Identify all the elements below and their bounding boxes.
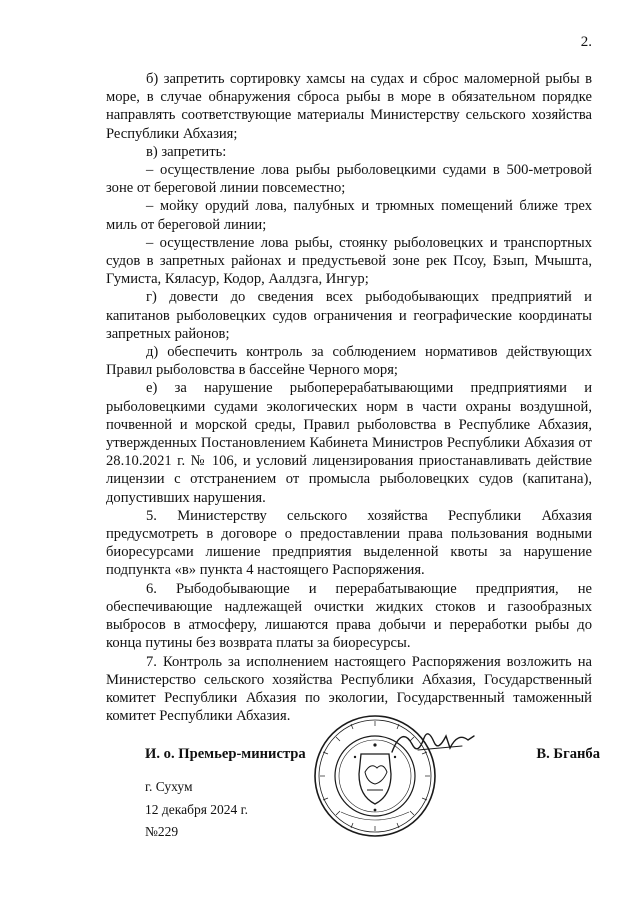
paragraph-4v: в) запретить: xyxy=(146,143,227,160)
document-number: №229 xyxy=(145,824,179,839)
document-date: 12 декабря 2024 г. xyxy=(145,802,249,817)
paragraph-4v-item-1: – осуществление лова рыбы рыболовецкими судами в 500-метровой зоне от береговой линии повсеместно; xyxy=(106,162,592,197)
paragraph-6: 6. Рыбодобывающие и перерабатывающие предприятия, не обеспечивающие надлежащей очистки жидких стоков и газообразных выбросов в атмосферу, лишаются права добычи и переработки рыбы до конца путины без возврата платы за биоресурсы. xyxy=(106,580,592,652)
paragraph-4v-item-3: – осуществление лова рыбы, стоянку рыболовецких и транспортных судов в запретных районах и предустьевой зоне рек Псоу, Бзып, Мчышта, Гумиста, Кяласур, Кодор, Аалдзга, Ингур; xyxy=(106,234,592,288)
paragraph-7: 7. Контроль за исполнением настоящего Распоряжения возложить на Министерство сельского хозяйства Республики Абхазия, Государственный комитет Республики Абхазия по экологии, Государственный таможенный комитет Республики Абхазия. xyxy=(106,653,592,725)
document-place: г. Сухум xyxy=(145,779,193,794)
paragraph-5: 5. Министерству сельского хозяйства Республики Абхазия предусмотреть в договоре о предоставлении права пользования водными биоресурсами лишение предприятия выделенной квоты за нарушение подпункта «в» пункта 4 настоящего Распоряжения. xyxy=(106,507,592,579)
signer-name: В. Бганба xyxy=(536,746,600,762)
paragraph-4e: е) за нарушение рыбоперерабатывающими предприятиями и рыболовецкими судами экологических норм в части охраны воздушной, почвенной и морской среды, Правил рыболовства в Республике Абхазия, утвержденных Постановлением Кабинета Министров Республики Абхазия от 28.10.2021 г. № 106, и условий лицензирования приостанавливать действие лицензии с отстранением от промысла рыболовецких судов (капитана), допустивших нарушения. xyxy=(106,380,592,506)
document-body xyxy=(106,70,592,725)
page-number: 2. xyxy=(580,34,592,50)
paragraph-4d: д) обеспечить контроль за соблюдением нормативов действующих Правил рыболовства в бассейне Черного моря; xyxy=(106,344,592,379)
signer-title: И. о. Премьер-министра xyxy=(145,746,306,762)
paragraph-4b: б) запретить сортировку хамсы на судах и сброс маломерной рыбы в море, в случае обнаружения сброса рыбы в море в обязательном порядке направлять соответствующие материалы Министерству сельского хозяйства Республики Абхазия; xyxy=(106,71,592,142)
paragraph-4g: г) довести до сведения всех рыбодобывающих предприятий и капитанов рыболовецких судов ограничения и географические координаты запретных районов; xyxy=(106,289,592,342)
handwritten-signature xyxy=(388,722,478,762)
paragraph-4v-item-2: – мойку орудий лова, палубных и трюмных помещений ближе трех миль от береговой линии; xyxy=(106,198,592,233)
